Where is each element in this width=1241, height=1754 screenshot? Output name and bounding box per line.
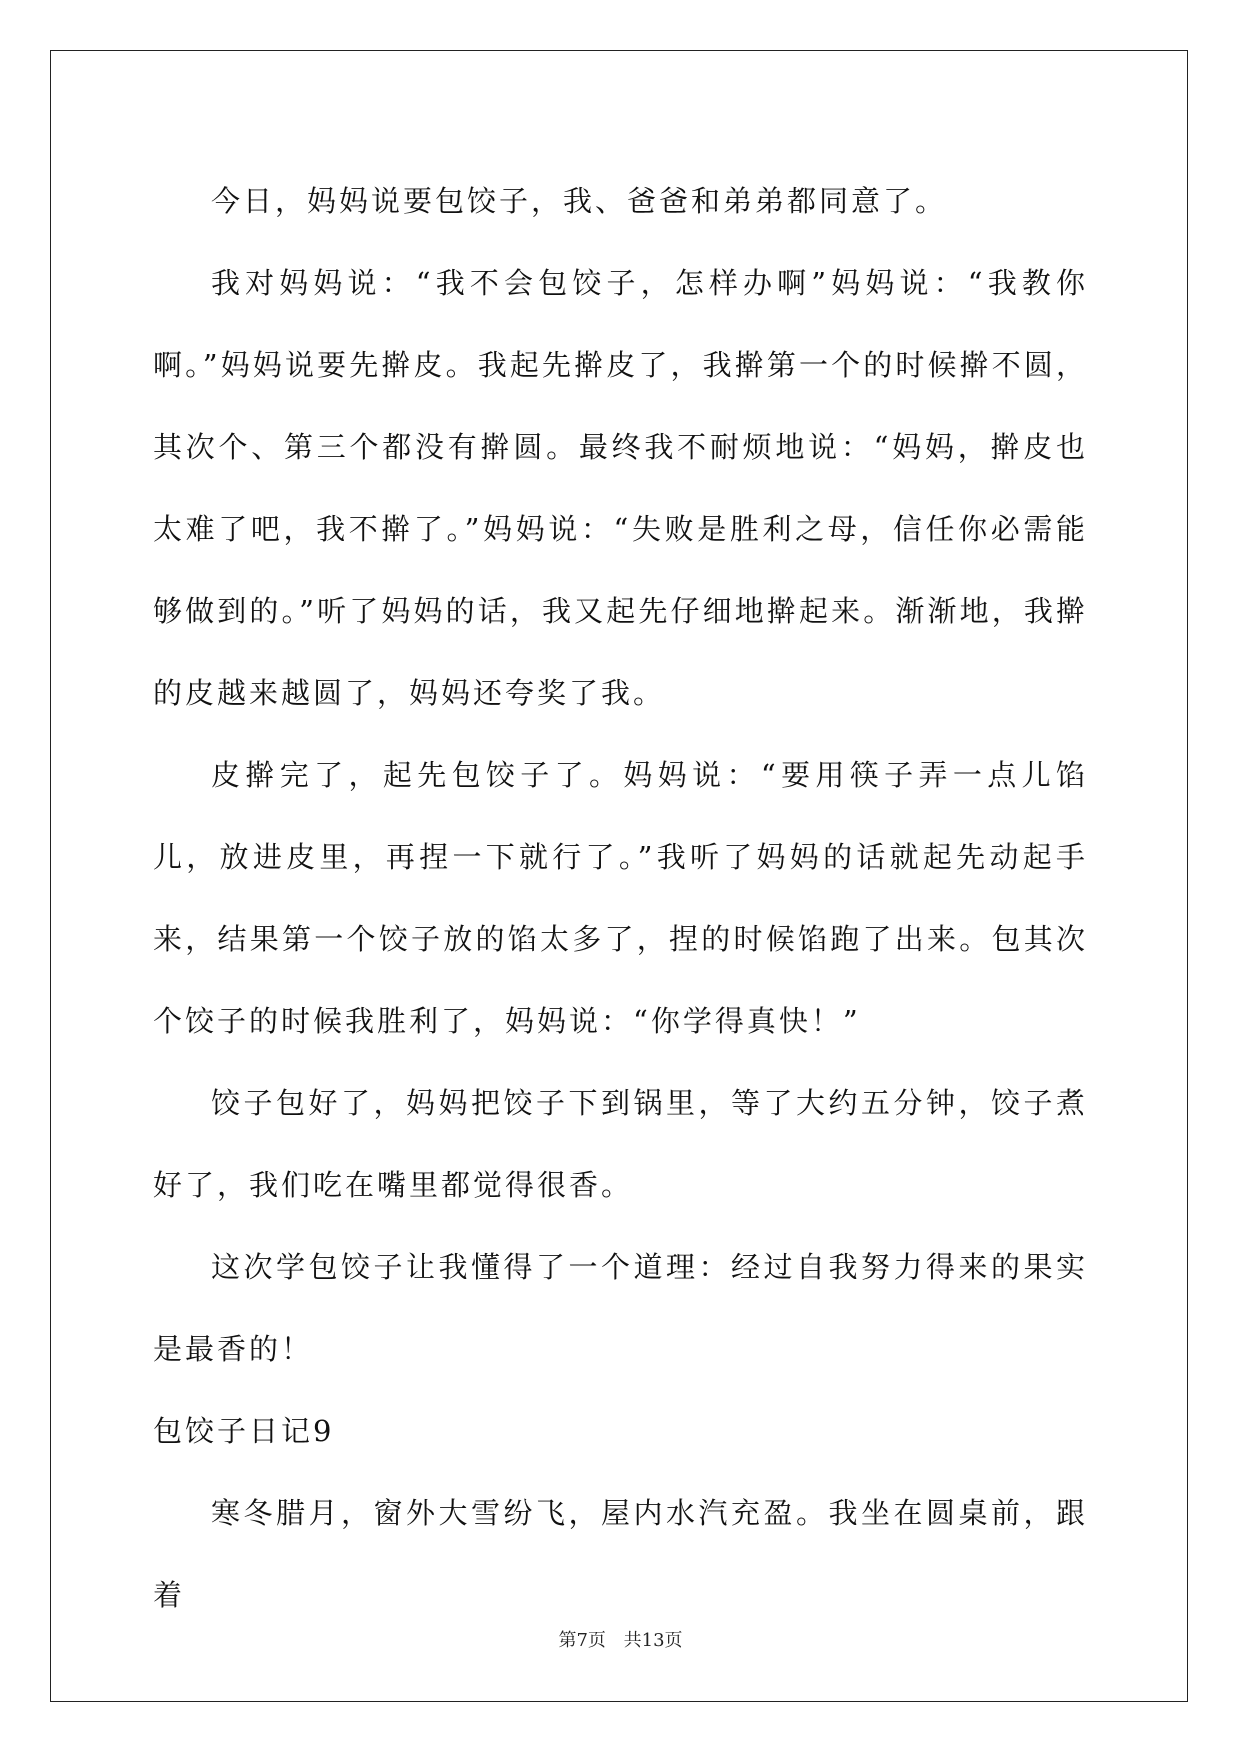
paragraph-4: 饺子包好了，妈妈把饺子下到锅里，等了大约五分钟，饺子煮好了，我们吃在嘴里都觉得很香。: [153, 1086, 1088, 1202]
paragraph-5: 这次学包饺子让我懂得了一个道理：经过自我努力得来的果实是最香的！: [153, 1250, 1088, 1366]
page-total: 共13页: [623, 1630, 683, 1651]
paragraph-2: 我对妈妈说：“我不会包饺子，怎样办啊”妈妈说：“我教你啊。”妈妈说要先擀皮。我起先擀皮了，我擀第一个的时候擀不圆，其次个、第三个都没有擀圆。最终我不耐烦地说：“妈妈，擀皮也太难了吧，我不擀了。”妈妈说：“失败是胜利之母，信任你必需能够做到的。”听了妈妈的话，我又起先仔细地擀起来。渐渐地，我擀的皮越来越圆了，妈妈还夸奖了我。: [153, 266, 1088, 710]
paragraph-1: 今日，妈妈说要包饺子，我、爸爸和弟弟都同意了。: [211, 184, 948, 218]
document-body: [153, 160, 1088, 1636]
page-number: 第7页: [558, 1630, 606, 1651]
section-heading: 包饺子日记9: [153, 1414, 335, 1448]
paragraph-3: 皮擀完了，起先包饺子了。妈妈说：“要用筷子弄一点儿馅儿，放进皮里，再捏一下就行了。”我听了妈妈的话就起先动起手来，结果第一个饺子放的馅太多了，捏的时候馅跑了出来。包其次个饺子的时候我胜利了，妈妈说：“你学得真快！”: [153, 758, 1088, 1038]
paragraph-6: 寒冬腊月，窗外大雪纷飞，屋内水汽充盈。我坐在圆桌前，跟着: [153, 1496, 1088, 1612]
page-footer: [0, 1629, 1241, 1653]
